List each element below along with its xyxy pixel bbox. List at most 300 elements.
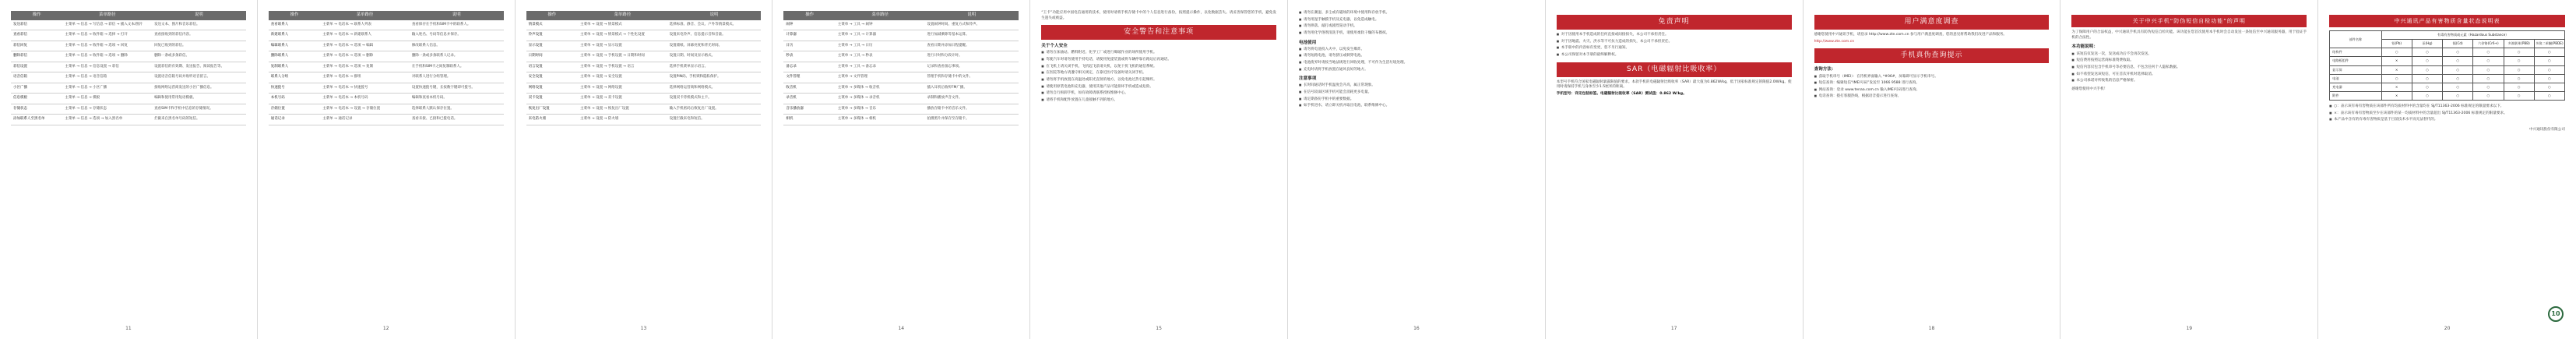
menu-desc: 编辑和查看本机号码。: [410, 94, 504, 104]
menu-item-name: 彩信设置: [11, 62, 62, 72]
list-item: ■ 本公司承诺对所收集的信息严格保密。: [2071, 79, 2307, 84]
menu-item-name: 音乐播放器: [783, 104, 835, 115]
page-19: [2060, 0, 2318, 339]
survey-heading: 用户满意度调查: [1814, 15, 2050, 30]
list-item: ■ 如手机进水，请立即关机并取出电池，联系维修中心。: [1299, 104, 1534, 109]
menu-desc: 选择标准、静音、会议、户外等情景模式。: [667, 20, 762, 30]
page-number: 14: [898, 326, 905, 332]
menu-desc: 进行计时和分段计时。: [924, 51, 1019, 62]
menu-desc: 修改联系人信息。: [410, 41, 504, 51]
table-row: [2330, 65, 2565, 74]
menu-desc: 回复已收到的彩信。: [152, 41, 246, 51]
care-list: [1299, 11, 1534, 37]
table-row: [783, 72, 1019, 83]
survey-text: 感谢您使用中兴通讯手机，请登录 http://www.zte.com.cn 参与用户满意度调查，您的意见将帮助我们改进产品和服务。: [1814, 33, 2008, 37]
menu-desc: 拦截来自黑名单号码的短信。: [152, 115, 246, 125]
hazard-table: [2329, 30, 2565, 101]
list-item: ■ 请勿用化学溶剂清洗手机，请使用柔软干燥的布擦拭。: [1299, 31, 1534, 37]
substance-mark: ○: [2412, 83, 2442, 91]
substance-mark: ○: [2473, 91, 2504, 100]
list-item: ■ 本手册中的内容如有变更，恕不另行通知。: [1557, 46, 1792, 51]
list-item: ■ 请勿摔落、敲打或剧烈晃动手机。: [1299, 24, 1534, 30]
anti-fake-body: 为了保障用户的合法权益，中兴通讯手机具有防伪短信自检功能。该功能在您首次使用本手机时会自动发送一条短信至中兴通讯服务器，用于验证手机的合法性。: [2071, 30, 2307, 40]
substance-mark: ○: [2534, 57, 2564, 65]
table-row: [11, 72, 246, 83]
safety-list: [1041, 51, 1276, 103]
list-item: ■ 在医院等地方请遵守相关规定，在靠近医疗设备时请关闭手机。: [1041, 71, 1276, 76]
menu-path: 主菜单 → 信息 → 收件箱 → 选择 → 打开: [62, 30, 152, 41]
table-row: [11, 94, 246, 104]
page-11: [0, 0, 258, 339]
menu-item-name: 查看彩信: [11, 30, 62, 41]
menu-path: 主菜单 → 电话本 → 设置 → 存储位置: [320, 104, 410, 115]
table-row: [11, 104, 246, 115]
menu-item-name: 小区广播: [11, 83, 62, 94]
menu-table-11: [11, 11, 246, 125]
substance-mark: ○: [2504, 48, 2534, 57]
menu-path: 主菜单 → 设置 → 手机设置 → 日期和时间: [578, 51, 667, 62]
list-item: ■ ○：表示该有毒有害物质在该部件所有均质材料中的含量均在 SJ/T11363-2006 标准规定的限量要求以下。: [2329, 104, 2565, 110]
page-18: [1804, 0, 2061, 339]
substance-mark: ×: [2381, 83, 2412, 91]
menu-table-13: [526, 11, 762, 125]
substance-mark: ○: [2534, 91, 2564, 100]
list-item: ■ 电话查询：拨打客服热线，根据语音提示进行查询。: [1814, 94, 2050, 100]
menu-item-name: 复制联系人: [269, 62, 320, 72]
list-item: ■ 请勿自行拆卸手机，如有故障请联系授权维修中心。: [1041, 91, 1276, 97]
disclaimer-heading: 免责声明: [1557, 15, 1792, 30]
table-row: [526, 51, 762, 62]
menu-desc: 编辑和使用常用短语模板。: [152, 94, 246, 104]
list-item: ■ 在信号较弱区域手机可能会消耗更多电量。: [1299, 90, 1534, 96]
table-row: [11, 83, 246, 94]
menu-path: 主菜单 → 多媒体 → 音乐: [836, 104, 925, 115]
list-item: ■ 请勿在加油站、燃料附近、化学工厂或进行爆破作业的场所使用手机。: [1041, 51, 1276, 56]
substance-mark: ×: [2381, 91, 2412, 100]
menu-item-name: 通话记录: [269, 115, 320, 125]
list-item: ■ 请将手机和配件放置在儿童接触不到的地方。: [1041, 98, 1276, 104]
menu-desc: 进行加减乘除等基本运算。: [924, 30, 1019, 41]
table-row: [526, 83, 762, 94]
menu-path: 主菜单 → 通话记录: [320, 115, 410, 125]
table-row: [526, 62, 762, 72]
substance-mark: ○: [2412, 91, 2442, 100]
table-row: [11, 51, 246, 62]
table-row: [269, 51, 504, 62]
menu-item-name: 信息模板: [11, 94, 62, 104]
substance-mark: ○: [2504, 57, 2534, 65]
substance-header: 六价铬(Cr6+): [2473, 40, 2504, 48]
page-13: [516, 0, 773, 339]
table-row: [269, 72, 504, 83]
menu-item-name: 删除彩信: [11, 51, 62, 62]
substance-mark: ○: [2473, 65, 2504, 74]
table-row: [2330, 74, 2565, 83]
substance-mark: ○: [2534, 65, 2564, 74]
table-row: [269, 83, 504, 94]
table-row: [11, 62, 246, 72]
substance-mark: ×: [2381, 57, 2412, 65]
col-path: 菜单路径: [578, 11, 667, 20]
col-op: 操作: [269, 11, 320, 20]
menu-item-name: 存储状态: [11, 104, 62, 115]
part-name: 显示屏: [2330, 65, 2381, 74]
menu-item-name: 快速拨号: [269, 83, 320, 94]
list-item: ■ 驾驶汽车时请勿使用手持电话，请使用免提装置或将车辆停靠在路边后再通话。: [1041, 58, 1276, 63]
col-desc: 说明: [152, 11, 246, 20]
authenticity-heading: 手机真伪查询提示: [1814, 48, 2050, 63]
table-row: [783, 51, 1019, 62]
page-20: [2318, 0, 2576, 339]
list-item: ■ 请定期备份手机中的重要数据。: [1299, 97, 1534, 103]
table-row: [269, 104, 504, 115]
page-17: [1546, 0, 1804, 339]
menu-path: 主菜单 → 电话本 → 新建联系人: [320, 30, 410, 41]
table-row: [783, 62, 1019, 72]
page-14: [772, 0, 1030, 339]
col-op: 操作: [526, 11, 578, 20]
menu-item-name: 查看联系人: [269, 20, 320, 30]
list-item: ■ 在飞机上请关闭手机，飞机起飞前请关机，以免干扰飞机的通信系统。: [1041, 65, 1276, 70]
menu-path: 主菜单 → 电话本 → 选项 → 删除: [320, 51, 410, 62]
thanks-text: 感谢您使用中兴手机！: [2071, 87, 2108, 91]
substance-mark: ○: [2504, 91, 2534, 100]
menu-path: 主菜单 → 设置 → 防火墙: [578, 115, 667, 125]
page-number: 15: [1156, 326, 1162, 332]
table-row: [783, 104, 1019, 115]
menu-path: 主菜单 → 设置 → 恢复出厂设置: [578, 104, 667, 115]
sar-heading: SAR（电磁辐射比吸收率）: [1557, 62, 1792, 77]
table-row: [2330, 91, 2565, 100]
substance-mark: ○: [2381, 74, 2412, 83]
table-row: [783, 83, 1019, 94]
menu-item-name: 秒表: [783, 51, 835, 62]
substance-mark: ×: [2381, 65, 2412, 74]
table-row: [526, 30, 762, 41]
sar-bold-text: 手机型号：详见包装标签。电磁辐射比吸收率（SAR）测试值：0.862 W/kg。: [1556, 92, 1687, 97]
recycle-logo: 10: [2548, 306, 2564, 322]
menu-item-name: 收音机: [783, 83, 835, 94]
table-row: [269, 115, 504, 125]
menu-path: 主菜单 → 电话本 → 本机号码: [320, 94, 410, 104]
menu-item-name: 存储位置: [269, 104, 320, 115]
menu-path: 主菜单 → 多媒体 → 收音机: [836, 83, 925, 94]
menu-desc: 设置拦截来电和短信。: [667, 115, 762, 125]
table-row: [11, 41, 246, 51]
table-row: [11, 20, 246, 30]
menu-path: 主菜单 → 信息 → 信息设置 → 彩信: [62, 62, 152, 72]
hazard-notes: [2329, 104, 2565, 123]
menu-item-name: 录音机: [783, 94, 835, 104]
menu-path: 主菜单 → 设置 → 情景模式 → 个性化设置: [578, 30, 667, 41]
menu-path: 主菜单 → 信息 → 语音信箱: [62, 72, 152, 83]
list-item: ■ 对于因使用本手机造成的任何直接或间接损失，本公司不承担责任。: [1557, 33, 1792, 38]
notes-list: [1299, 83, 1534, 109]
list-item: ■ 请勿短路电池，请勿挤压或刺穿电池。: [1299, 54, 1534, 59]
table-row: [269, 20, 504, 30]
menu-path: 主菜单 → 工具 → 闹钟: [836, 20, 925, 30]
substance-header: 汞(Hg): [2412, 40, 2442, 48]
query-method-label: 查询方法：: [1814, 67, 1836, 72]
battery-subheading: 电池使用: [1298, 40, 1317, 45]
safety-heading: 安全警告和注意事项: [1041, 25, 1276, 40]
table-row: [526, 20, 762, 30]
list-item: ■ 短信费用按照运营商标准资费收取。: [2071, 58, 2307, 64]
part-name: 电池: [2330, 74, 2381, 83]
menu-path: 主菜单 → 信息 → 收件箱 → 选项 → 回复: [62, 41, 152, 51]
table-row: [2330, 57, 2565, 65]
menu-desc: 查看未接、已接和已拨电话。: [410, 115, 504, 125]
list-item: ■ 本公司保留对本手册的最终解释权。: [1557, 53, 1792, 58]
substance-mark: ○: [2473, 48, 2504, 57]
menu-path: 主菜单 → 信息 → 存储状态: [62, 104, 152, 115]
menu-item-name: 恢复出厂设置: [526, 104, 578, 115]
menu-path: 主菜单 → 工具 → 备忘录: [836, 62, 925, 72]
menu-path: 主菜单 → 电话本 → 选项 → 编辑: [320, 41, 410, 51]
menu-item-name: 网络设置: [526, 83, 578, 94]
menu-desc: 设置双卡待机模式和主卡。: [667, 94, 762, 104]
substance-header: 多溴二苯醚(PBDE): [2534, 40, 2564, 48]
substance-mark: ○: [2443, 83, 2473, 91]
battery-list: [1299, 48, 1534, 73]
substance-mark: ○: [2504, 83, 2534, 91]
table-row: [269, 41, 504, 51]
menu-desc: 播放存储卡中的音乐文件。: [924, 104, 1019, 115]
menu-desc: 录制和播放声音文件。: [924, 94, 1019, 104]
part-name: 电路板组件: [2330, 57, 2381, 65]
menu-desc: 查看保存在手机和SIM卡中的联系人。: [410, 20, 504, 30]
menu-item-name: 闹钟: [783, 20, 835, 30]
substance-mark: ○: [2534, 83, 2564, 91]
page-12: [258, 0, 516, 339]
page-16: [1288, 0, 1546, 339]
intro-text: “王卡”功能应用中国电信通用的技术，使用时请将手机存储卡中的个人信息进行备份，按照提示操作，以免数据丢失。请妥善保管您的手机，避免发生遗失或被盗。: [1041, 11, 1276, 20]
menu-desc: 删除一条或多条联系人记录。: [410, 51, 504, 62]
page-number: 12: [382, 326, 389, 332]
menu-item-name: 联系人分组: [269, 72, 320, 83]
menu-path: 主菜单 → 多媒体 → 相机: [836, 115, 925, 125]
menu-path: 主菜单 → 信息 → 小区广播: [62, 83, 152, 94]
table-row: [783, 30, 1019, 41]
menu-item-name: 日期时间: [526, 51, 578, 62]
table-row: [269, 62, 504, 72]
table-row: [783, 94, 1019, 104]
menu-item-name: 发送彩信: [11, 20, 62, 30]
substance-mark: ○: [2443, 48, 2473, 57]
menu-desc: 设置墙纸、屏幕亮度和背光时间。: [667, 41, 762, 51]
menu-desc: 选择手机菜单显示语言。: [667, 62, 762, 72]
part-name: 附件: [2330, 91, 2381, 100]
page-number: 16: [1413, 326, 1420, 332]
list-item: ■ 短信查询：编辑短信“IMEI号码”发送至 1066 9588 进行查询。: [1814, 81, 2050, 87]
menu-desc: 插入耳机后收听FM广播。: [924, 83, 1019, 94]
list-item: ■ 获取手机串号（IMEI）：在待机界面输入 *#06#，屏幕即可显示手机串号。: [1814, 75, 2050, 80]
part-name: 充电器: [2330, 83, 2381, 91]
menu-path: 主菜单 → 设置 → 双卡设置: [578, 94, 667, 104]
substance-mark: ○: [2534, 48, 2564, 57]
table-row: [783, 115, 1019, 125]
list-item: ■ 电池废弃时请按当地法规进行回收处理，不可作为生活垃圾处理。: [1299, 61, 1534, 66]
substance-mark: ○: [2443, 91, 2473, 100]
list-item: ■ 该短信仅发送一次，发送成功后不会再次发送。: [2071, 52, 2307, 58]
page-number: 13: [640, 326, 647, 332]
menu-path: 主菜单 → 工具 → 计算器: [836, 30, 925, 41]
list-item: ■ 本产品中含有的有毒有害物质是基于目前技术水平而无法替代的。: [2329, 118, 2565, 123]
page-number: 11: [125, 326, 132, 332]
col-path: 菜单路径: [62, 11, 152, 20]
list-item: ■ 请勿将手机放置在高温处或阳光直射的地方，以免电池过热引起爆炸。: [1041, 78, 1276, 83]
substance-mark: ○: [2381, 48, 2412, 57]
menu-item-name: 语言设置: [526, 62, 578, 72]
survey-link[interactable]: http://www.zte.com.cn: [1814, 39, 1855, 44]
menu-item-name: 日历: [783, 41, 835, 51]
menu-path: 主菜单 → 设置 → 安全设置: [578, 72, 667, 83]
menu-item-name: 文件管理: [783, 72, 835, 83]
menu-desc: 设置PIN码、手机锁和隐私保护。: [667, 72, 762, 83]
table-row: [11, 115, 246, 125]
personal-safety-subheading: 关于个人安全: [1041, 44, 1068, 49]
table-row: [2330, 83, 2565, 91]
substance-mark: ○: [2412, 74, 2442, 83]
sar-text: 本型号手机符合国家电磁辐射暴露限值的要求。本款手机的电磁辐射比吸收率（SAR）最大值为0.862W/kg，低于国家标准规定的限值2.0W/kg。使用时请保持手机与身体至少1.5厘米的距离。: [1556, 79, 1792, 90]
anti-fake-heading: 关于中兴手机“防伪短信自检功能”的声明: [2071, 15, 2307, 27]
menu-desc: 拍摄照片并保存至存储卡。: [924, 115, 1019, 125]
part-name: 结构件: [2330, 48, 2381, 57]
disclaimer-list: [1557, 33, 1792, 58]
col-desc: 说明: [410, 11, 504, 20]
menu-desc: 发送文本、图片和音乐彩信。: [152, 20, 246, 30]
menu-path: 主菜单 → 设置 → 手机设置 → 语言: [578, 62, 667, 72]
query-steps: [1814, 75, 2050, 101]
menu-item-name: 添加联系人至黑名单: [11, 115, 62, 125]
table-row: [269, 94, 504, 104]
menu-path: 主菜单 → 电话本 → 联系人列表: [320, 20, 410, 30]
menu-desc: 接收网络运营商发送的小区广播信息。: [152, 83, 246, 94]
menu-desc: 设置日期、时间及显示格式。: [667, 51, 762, 62]
menu-path: 主菜单 → 信息 → 选项 → 加入黑名单: [62, 115, 152, 125]
menu-desc: 设置语音信箱号码并收听语音留言。: [152, 72, 246, 83]
menu-item-name: 铃声设置: [526, 30, 578, 41]
menu-item-name: 删除联系人: [269, 51, 320, 62]
menu-path: 主菜单 → 信息 → 模板: [62, 94, 152, 104]
menu-desc: 在手机和SIM卡之间复制联系人。: [410, 62, 504, 72]
menu-desc: 选择联系人默认保存位置。: [410, 104, 504, 115]
menu-item-name: 计算器: [783, 30, 835, 41]
list-item: ■ 请勿用湿手触摸手机及充电器，以免造成触电。: [1299, 18, 1534, 23]
table-row: [526, 115, 762, 125]
table-row: [526, 104, 762, 115]
col-path: 菜单路径: [320, 11, 410, 20]
hazard-heading: 中兴通讯产品有害物质含量状态说明表: [2329, 15, 2565, 27]
list-item: ■ 对于因地震、火灾、洪水等不可抗力造成的损失，本公司不承担责任。: [1557, 40, 1792, 45]
substance-mark: ○: [2504, 74, 2534, 83]
menu-path: 主菜单 → 电话本 → 群组: [320, 72, 410, 83]
menu-path: 主菜单 → 设置 → 显示设置: [578, 41, 667, 51]
menu-path: 主菜单 → 工具 → 日历: [836, 41, 925, 51]
substance-header: 铅(Pb): [2381, 40, 2412, 48]
menu-desc: 查看日期并添加日程提醒。: [924, 41, 1019, 51]
substance-mark: ○: [2473, 74, 2504, 83]
menu-desc: 选择网络运营商和网络模式。: [667, 83, 762, 94]
menu-table-14: [783, 11, 1019, 125]
menu-item-name: 来电防火墙: [526, 115, 578, 125]
substance-mark: ○: [2443, 57, 2473, 65]
menu-path: 主菜单 → 设置 → 网络设置: [578, 83, 667, 94]
function-desc-label: 本功能说明：: [2071, 44, 2098, 50]
substance-mark: ○: [2412, 48, 2442, 57]
menu-desc: 设置闹钟时间、重复方式和铃声。: [924, 20, 1019, 30]
menu-desc: 删除一条或多条彩信。: [152, 51, 246, 62]
menu-desc: 设置来电铃声、信息提示音和音量。: [667, 30, 762, 41]
col-path: 菜单路径: [836, 11, 925, 20]
hazard-rows: [2330, 48, 2565, 101]
menu-path: 主菜单 → 文件管理: [836, 72, 925, 83]
menu-item-name: 备忘录: [783, 62, 835, 72]
menu-item-name: 彩信回复: [11, 41, 62, 51]
substance-mark: ○: [2473, 57, 2504, 65]
menu-item-name: 语音信箱: [11, 72, 62, 83]
menu-item-name: 安全设置: [526, 72, 578, 83]
menu-path: 主菜单 → 信息 → 收件箱 → 选项 → 删除: [62, 51, 152, 62]
menu-item-name: 情景模式: [526, 20, 578, 30]
menu-desc: 输入手机密码后恢复出厂设置。: [667, 104, 762, 115]
menu-path: 主菜单 → 多媒体 → 录音机: [836, 94, 925, 104]
function-list: [2071, 52, 2307, 84]
menu-path: 主菜单 → 信息 → 写信息 → 彩信 → 插入文本/图片: [62, 20, 152, 30]
list-item: ■ 请勿将电池投入火中，以免发生爆炸。: [1299, 48, 1534, 53]
substance-mark: ○: [2534, 74, 2564, 83]
substance-mark: ○: [2443, 65, 2473, 74]
table-row: [783, 20, 1019, 30]
table-row: [11, 30, 246, 41]
substance-mark: ○: [2412, 57, 2442, 65]
col-op: 操作: [11, 11, 62, 20]
notes-subheading: 注意事项: [1298, 76, 1317, 82]
substance-mark: ○: [2443, 74, 2473, 83]
substance-mark: ○: [2473, 83, 2504, 91]
table-row: [526, 41, 762, 51]
menu-item-name: 双卡设置: [526, 94, 578, 104]
col-desc: 说明: [667, 11, 762, 20]
table-row: [2330, 48, 2565, 57]
substance-group-header: 有毒有害物质或元素（Hazardous Substance）: [2381, 31, 2564, 40]
company-name: 中兴通讯股份有限公司: [2529, 127, 2565, 132]
list-item: ■ ×：表示该有毒有害物质至少在该部件的某一均质材料中的含量超出 SJ/T11363-2006 标准规定的限量要求。: [2329, 111, 2565, 117]
col-desc: 说明: [924, 11, 1019, 20]
page-number: 20: [2444, 326, 2451, 332]
menu-path: 主菜单 → 工具 → 秒表: [836, 51, 925, 62]
col-op: 操作: [783, 11, 835, 20]
menu-desc: 记录和查看备忘事项。: [924, 62, 1019, 72]
menu-desc: 管理手机和存储卡中的文件。: [924, 72, 1019, 83]
list-item: ■ 请勿在潮湿、多尘或有磁场的环境中使用和存放手机。: [1299, 11, 1534, 16]
page-number: 19: [2186, 326, 2193, 332]
menu-item-name: 显示设置: [526, 41, 578, 51]
menu-table-12: [269, 11, 504, 125]
menu-desc: 查看接收到的彩信内容。: [152, 30, 246, 41]
page-15: [1030, 0, 1288, 339]
list-item: ■ 网站查询：登录 www.tenaa.com.cn 输入IMEI号码进行查询。: [1814, 88, 2050, 94]
part-col-header: 部件名称: [2330, 31, 2381, 48]
menu-item-name: 编辑联系人: [269, 41, 320, 51]
menu-desc: 设置快速拨号键，长按数字键即可拨号。: [410, 83, 504, 94]
page-number: 17: [1670, 326, 1677, 332]
menu-path: 主菜单 → 电话本 → 选项 → 复制: [320, 62, 410, 72]
list-item: ■ 请使用原装电池和充电器，使用其他产品可能损坏手机或造成危险。: [1041, 85, 1276, 90]
menu-path: 主菜单 → 电话本 → 快速拨号: [320, 83, 410, 94]
substance-mark: ○: [2504, 65, 2534, 74]
list-item: ■ 如不希望发送该短信，可在首次开机时选择取消。: [2071, 72, 2307, 78]
